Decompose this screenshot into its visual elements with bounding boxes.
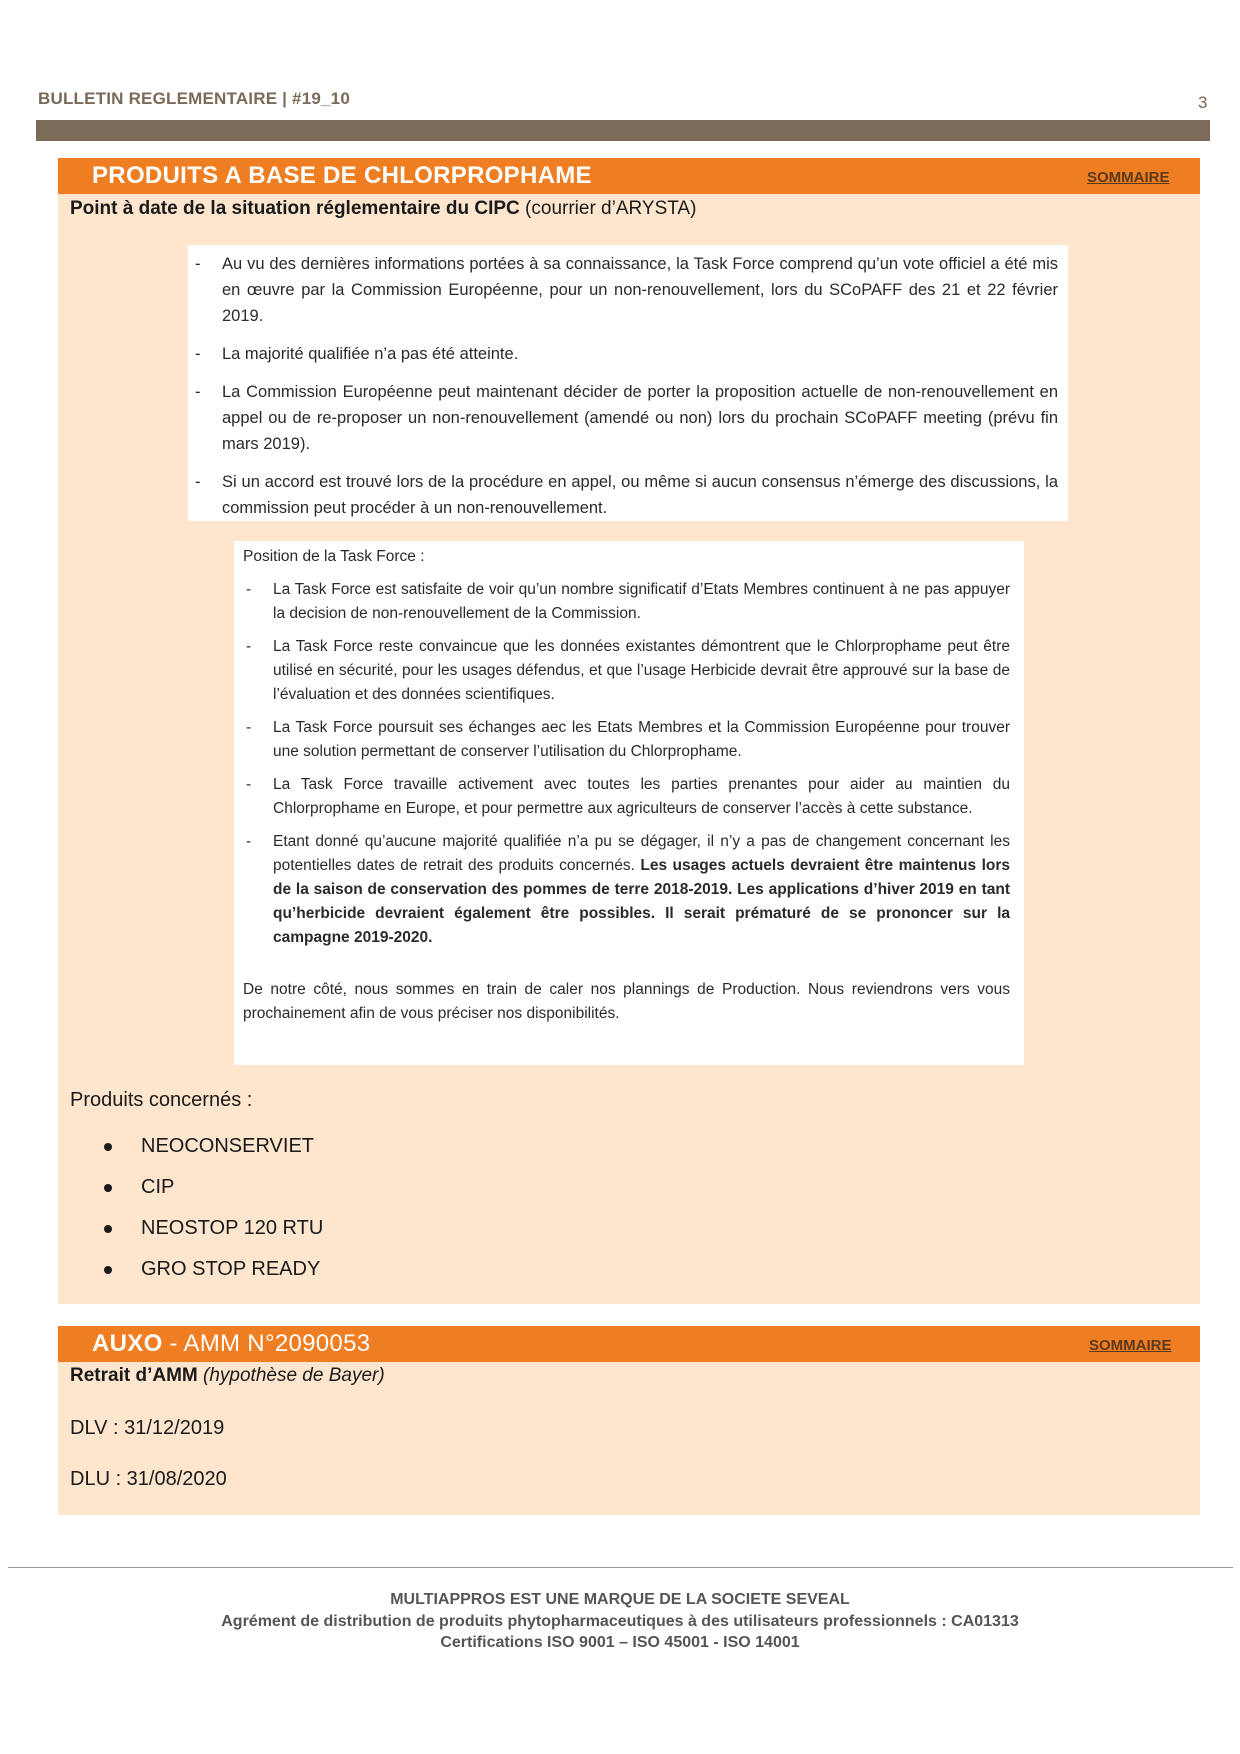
task-force-item bbox=[243, 830, 1010, 950]
task-force-item-emphasis: Les usages actuels devraient être maintenus lors de la saison de conservation des pommes de terre 2018-2019. Les applications d’hiver 2019 en tant qu’herbicide devraient également être possibles. Il serait prématuré de se prononcer sur la campagne 2019-2020. bbox=[273, 857, 1010, 946]
section-auxo-subtitle bbox=[70, 1365, 385, 1387]
auxo-subtitle-note: (hypothèse de Bayer) bbox=[197, 1365, 385, 1386]
subtitle-bold: Point à date de la situation réglementaire du CIPC bbox=[70, 198, 520, 219]
sommaire-link[interactable]: SOMMAIRE bbox=[1087, 169, 1170, 186]
auxo-subtitle-bold: Retrait d’AMM bbox=[70, 1365, 198, 1386]
products-list bbox=[104, 1126, 323, 1290]
footer-divider bbox=[8, 1567, 1233, 1568]
product-item: CIP bbox=[104, 1167, 323, 1208]
product-item: NEOCONSERVIET bbox=[104, 1126, 323, 1167]
task-force-item: - La Task Force reste convaincue que les données existantes démontrent que le Chlorprophame peut être utilisé en sécurité, pour les usages défendus, et que l’usage Herbicide devrait être approuvé sur la base de l’évaluation et des données scientifiques. bbox=[243, 635, 1010, 707]
task-force-heading: Position de la Task Force : bbox=[243, 548, 425, 565]
section-chlorprophame-subtitle bbox=[70, 198, 696, 220]
sommaire-link[interactable]: SOMMAIRE bbox=[1089, 1337, 1172, 1354]
auxo-product-name: AUXO bbox=[92, 1330, 163, 1357]
section-chlorprophame-title: PRODUITS A BASE DE CHLORPROPHAME bbox=[92, 162, 592, 189]
task-force-item-text: Etant donné qu’aucune majorité qualifiée n’a pu se dégager, il n’y a pas de changement concernant les potentielles dates de retrait des produits concernés. bbox=[273, 833, 1010, 874]
footer-approval: Agrément de distribution de produits phytopharmaceutiques à des utilisateurs professionnels : CA01313 bbox=[221, 1613, 1019, 1630]
dlu-date: DLU : 31/08/2020 bbox=[70, 1468, 227, 1490]
arysta-quote-2 bbox=[234, 541, 1024, 1065]
arysta-quote-1 bbox=[188, 245, 1068, 521]
quote-1-list bbox=[193, 251, 1058, 521]
bulletin-title: BULLETIN REGLEMENTAIRE | #19_10 bbox=[38, 89, 350, 108]
subtitle-note: (courrier d’ARYSTA) bbox=[519, 198, 697, 219]
auxo-amm-number: - AMM N°2090053 bbox=[162, 1330, 371, 1357]
dlv-date: DLV : 31/12/2019 bbox=[70, 1417, 225, 1439]
quote-1-item: - La majorité qualifiée n’a pas été atteinte. bbox=[193, 341, 1058, 367]
task-force-item: - La Task Force est satisfaite de voir qu’un nombre significatif d’Etats Membres continuent à ne pas appuyer la decision de non-renouvellement de la Commission. bbox=[243, 578, 1010, 626]
task-force-item: - La Task Force travaille activement avec toutes les parties prenantes pour aider au maintien du Chlorprophame en Europe, et pour permettre aux agriculteurs de conserver l’accès à cette substance. bbox=[243, 773, 1010, 821]
footer-certifications: Certifications ISO 9001 – ISO 45001 - ISO 14001 bbox=[440, 1634, 800, 1651]
products-label: Produits concernés : bbox=[70, 1089, 253, 1111]
section-auxo-title bbox=[92, 1330, 370, 1358]
quote-1-item: - Au vu des dernières informations portées à sa connaissance, la Task Force comprend qu’un vote officiel a été mis en œuvre par la Commission Européenne, pour un non-renouvellement, lors du SCoPAFF des 21 et 22 février 2019. bbox=[193, 251, 1058, 329]
product-item: GRO STOP READY bbox=[104, 1249, 323, 1290]
product-item: NEOSTOP 120 RTU bbox=[104, 1208, 323, 1249]
task-force-item: - La Task Force poursuit ses échanges aec les Etats Membres et la Commission Européenne pour trouver une solution permettant de conserver l’utilisation du Chlorprophame. bbox=[243, 716, 1010, 764]
quote-1-item: - Si un accord est trouvé lors de la procédure en appel, ou même si aucun consensus n’émerge des discussions, la commission peut procéder à un non-renouvellement. bbox=[193, 469, 1058, 521]
footer-brand: MULTIAPPROS EST UNE MARQUE DE LA SOCIETE SEVEAL bbox=[390, 1591, 850, 1608]
closing-note: De notre côté, nous sommes en train de caler nos plannings de Production. Nous reviendrons vers vous prochainement afin de vous préciser nos disponibilités. bbox=[243, 981, 1010, 1022]
header-divider-bar bbox=[36, 120, 1210, 141]
task-force-list bbox=[243, 578, 1010, 950]
quote-1-item: - La Commission Européenne peut maintenant décider de porter la proposition actuelle de non-renouvellement en appel ou de re-proposer un non-renouvellement (amendé ou non) lors du prochain SCoPAFF meeting (prévu fin mars 2019). bbox=[193, 379, 1058, 457]
page-number: 3 bbox=[1198, 93, 1208, 112]
